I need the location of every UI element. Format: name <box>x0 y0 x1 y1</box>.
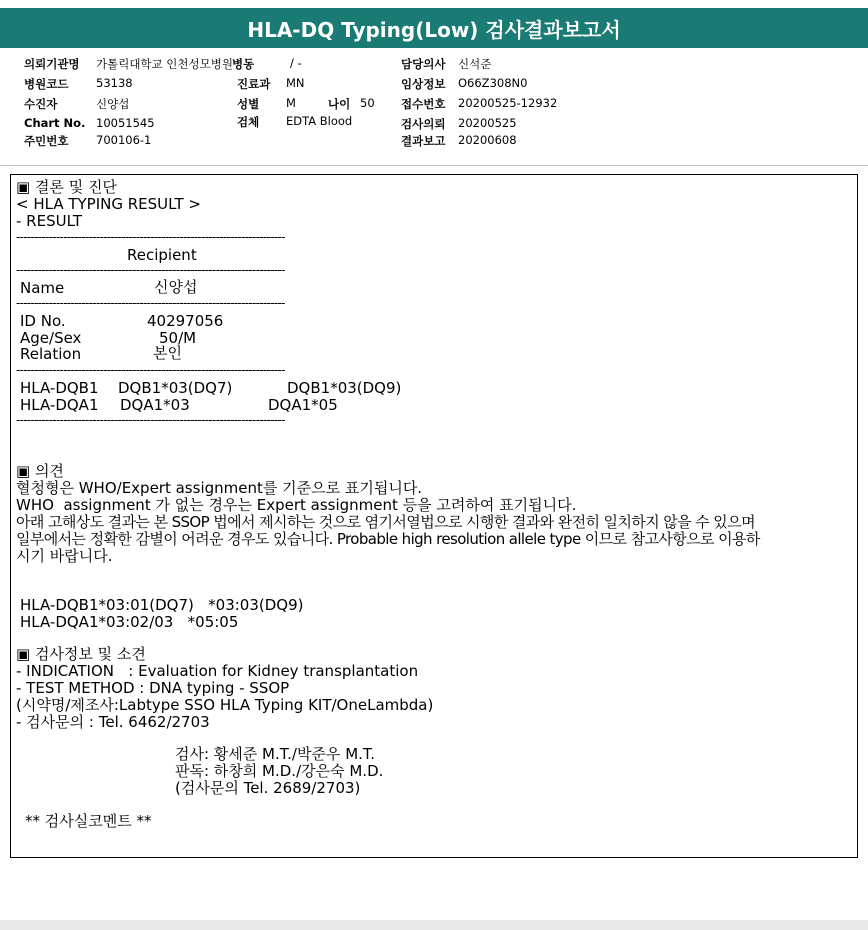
ward-value: / - <box>290 56 302 70</box>
bottom-bar <box>0 920 868 930</box>
dept-label: 진료과 <box>237 77 271 91</box>
typing-result-title: < HLA TYPING RESULT > <box>16 195 201 213</box>
report-date-label: 결과보고 <box>401 134 446 148</box>
clinical-value: O66Z308N0 <box>458 76 528 90</box>
sex-label: 성별 <box>237 97 260 111</box>
opinion-line-3: 아래 고해상도 결과는 본 SSOP 법에서 제시하는 것으로 염기서열법으로 시행한 결과와 완전히 일치하지 않을 수 있으며 <box>16 513 755 531</box>
reagent: (시약명/제조사:Labtype SSO HLA Typing KIT/OneLambda) <box>16 696 434 714</box>
ward-label: 병동 <box>232 57 255 71</box>
patient-info-header <box>0 54 868 164</box>
doctor-label: 담당의사 <box>401 57 446 71</box>
chart-label: Chart No. <box>24 116 86 130</box>
dqa1-locus: HLA-DQA1 <box>20 396 99 414</box>
report-date-value: 20200608 <box>458 133 517 147</box>
hospital-value: 가톨릭대학교 인천성모병원 <box>96 57 233 71</box>
indication: - INDICATION : Evaluation for Kidney transplantation <box>16 662 419 680</box>
lab-comment: ** 검사실코멘트 ** <box>25 812 152 830</box>
request-label: 검사의뢰 <box>401 117 446 131</box>
request-value: 20200525 <box>458 116 517 130</box>
name-value: 신양섭 <box>154 278 198 296</box>
testinfo-heading: ▣ 검사정보 및 소견 <box>16 645 146 663</box>
result-label: - RESULT <box>16 212 83 230</box>
conclusion-heading: ▣ 결론 및 진단 <box>16 178 117 196</box>
divider-2: -------------------------------------------------------------------------- <box>16 263 285 277</box>
examiner: 검사: 황세준 M.T./박준우 M.T. <box>175 745 376 763</box>
highres-dqa1: HLA-DQA1*03:02/03 *05:05 <box>20 613 239 631</box>
id-value: 40297056 <box>147 312 224 330</box>
age-value: 50 <box>360 96 375 110</box>
receipt-label: 접수번호 <box>401 97 446 111</box>
divider-1: -------------------------------------------------------------------------- <box>16 230 285 244</box>
patient-label: 수진자 <box>24 97 58 111</box>
recipient-label: Recipient <box>127 246 197 264</box>
opinion-line-1: 혈청형은 WHO/Expert assignment를 기준으로 표기됩니다. <box>16 479 423 497</box>
report-body <box>10 174 858 858</box>
rrn-label: 주민번호 <box>24 134 69 148</box>
agesex-label: Age/Sex <box>20 329 82 347</box>
report-title: HLA-DQ Typing(Low) 검사결과보고서 <box>0 8 868 48</box>
dqa1-allele-1: DQA1*03 <box>120 396 190 414</box>
specimen-label: 검체 <box>237 115 260 129</box>
divider-3: -------------------------------------------------------------------------- <box>16 296 285 310</box>
rrn-value: 700106-1 <box>96 133 152 147</box>
opinion-heading: ▣ 의견 <box>16 462 64 480</box>
dqb1-allele-1: DQB1*03(DQ7) <box>118 379 233 397</box>
dqb1-allele-2: DQB1*03(DQ9) <box>287 379 402 397</box>
reader: 판독: 하창희 M.D./강은숙 M.D. <box>175 762 384 780</box>
chart-value: 10051545 <box>96 116 155 130</box>
hospital-code-label: 병원코드 <box>24 77 69 91</box>
relation-value: 본인 <box>153 344 182 362</box>
sex-value: M <box>286 96 296 110</box>
specimen-value: EDTA Blood <box>286 114 353 128</box>
contact: (검사문의 Tel. 2689/2703) <box>175 779 361 797</box>
name-label: Name <box>20 279 65 297</box>
divider-5: -------------------------------------------------------------------------- <box>16 413 285 427</box>
hospital-label: 의뢰기관명 <box>24 57 80 71</box>
id-label: ID No. <box>20 312 66 330</box>
patient-value: 신양섭 <box>96 97 130 111</box>
doctor-value: 신석준 <box>458 57 492 71</box>
divider-4: -------------------------------------------------------------------------- <box>16 363 285 377</box>
inquiry: - 검사문의 : Tel. 6462/2703 <box>16 713 210 731</box>
opinion-line-5: 시기 바랍니다. <box>16 547 113 565</box>
age-label: 나이 <box>328 97 351 111</box>
dept-value: MN <box>286 76 305 90</box>
dqa1-allele-2: DQA1*05 <box>268 396 338 414</box>
relation-label: Relation <box>20 345 82 363</box>
header-divider <box>0 165 868 166</box>
test-method: - TEST METHOD : DNA typing - SSOP <box>16 679 290 697</box>
opinion-line-2: WHO assignment 가 없는 경우는 Expert assignment 등을 고려하여 표기됩니다. <box>16 496 577 514</box>
dqb1-locus: HLA-DQB1 <box>20 379 99 397</box>
opinion-line-4: 일부에서는 정확한 감별이 어려운 경우도 있습니다. Probable high resolution allele type 이므로 참고사항으로 이용하 <box>16 530 760 548</box>
clinical-label: 임상정보 <box>401 77 446 91</box>
hospital-code-value: 53138 <box>96 76 133 90</box>
agesex-value: 50/M <box>159 329 197 347</box>
receipt-value: 20200525-12932 <box>458 96 558 110</box>
highres-dqb1: HLA-DQB1*03:01(DQ7) *03:03(DQ9) <box>20 596 304 614</box>
